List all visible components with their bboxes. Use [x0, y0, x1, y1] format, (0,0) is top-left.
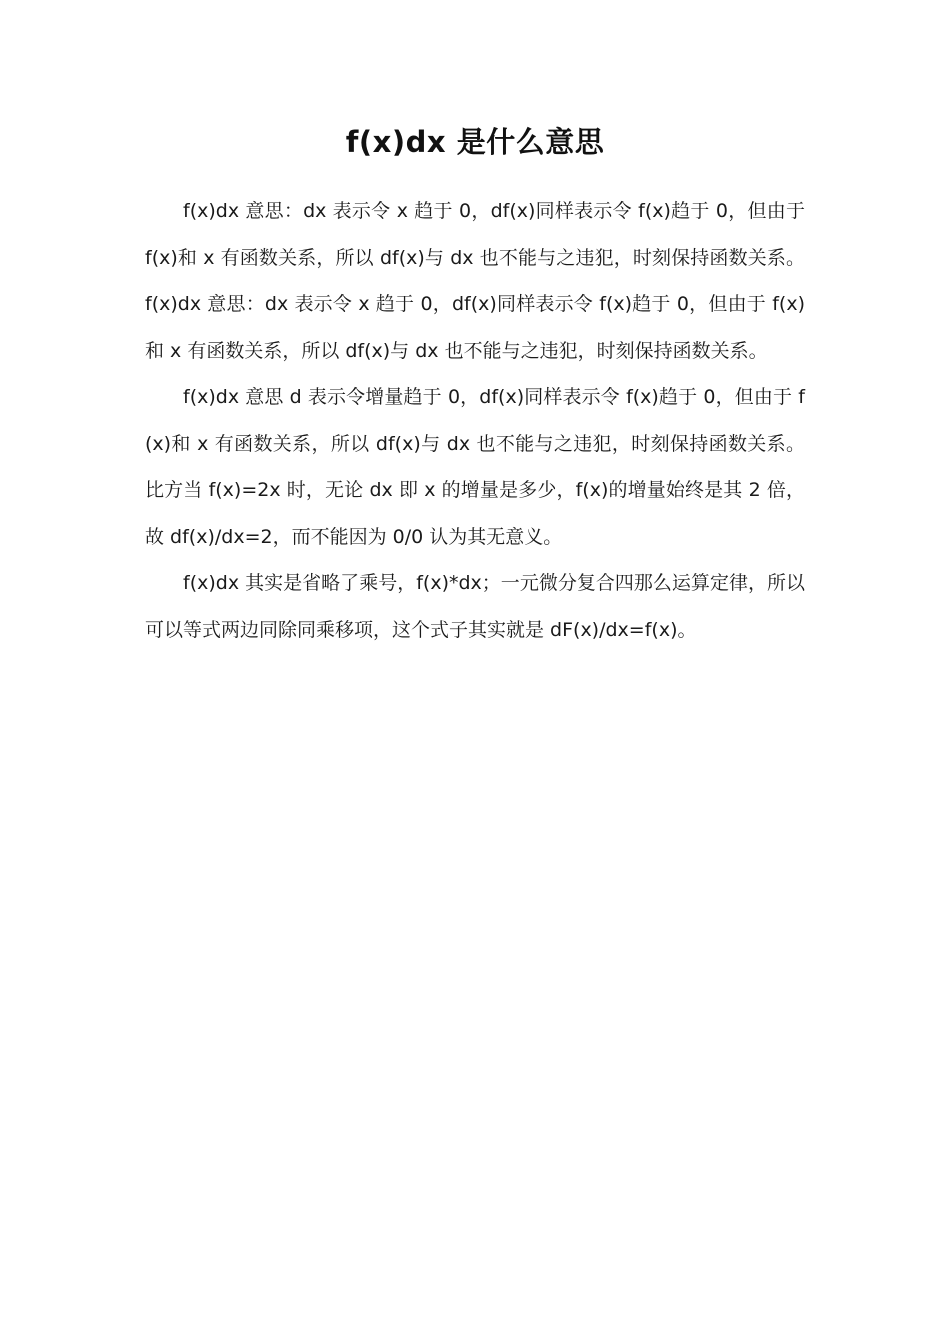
document-body: [145, 188, 805, 653]
document-title: f(x)dx 是什么意思: [345, 125, 605, 159]
paragraph-2: f(x)dx 意思 d 表示令增量趋于 0，df(x)同样表示令 f(x)趋于 0，但由于 f(x)和 x 有函数关系，所以 df(x)与 dx 也不能与之违犯，时刻保持函数关系。比方当 f(x)=2x 时，无论 dx 即 x 的增量是多少，f(x)的增量始终是其 2 倍，故 df(x)/dx=2，而不能因为 0/0 认为其无意义。: [145, 386, 805, 548]
paragraph-3: f(x)dx 其实是省略了乘号，f(x)*dx；一元微分复合四那么运算定律，所以可以等式两边同除同乘移项，这个式子其实就是 dF(x)/dx=f(x)。: [145, 572, 805, 641]
paragraph-1: f(x)dx 意思：dx 表示令 x 趋于 0，df(x)同样表示令 f(x)趋于 0，但由于 f(x)和 x 有函数关系，所以 df(x)与 dx 也不能与之违犯，时刻保持函数关系。f(x)dx 意思：dx 表示令 x 趋于 0，df(x)同样表示令 f(x)趋于 0，但由于 f(x)和 x 有函数关系，所以 df(x)与 dx 也不能与之违犯，时刻保持函数关系。: [145, 200, 805, 362]
